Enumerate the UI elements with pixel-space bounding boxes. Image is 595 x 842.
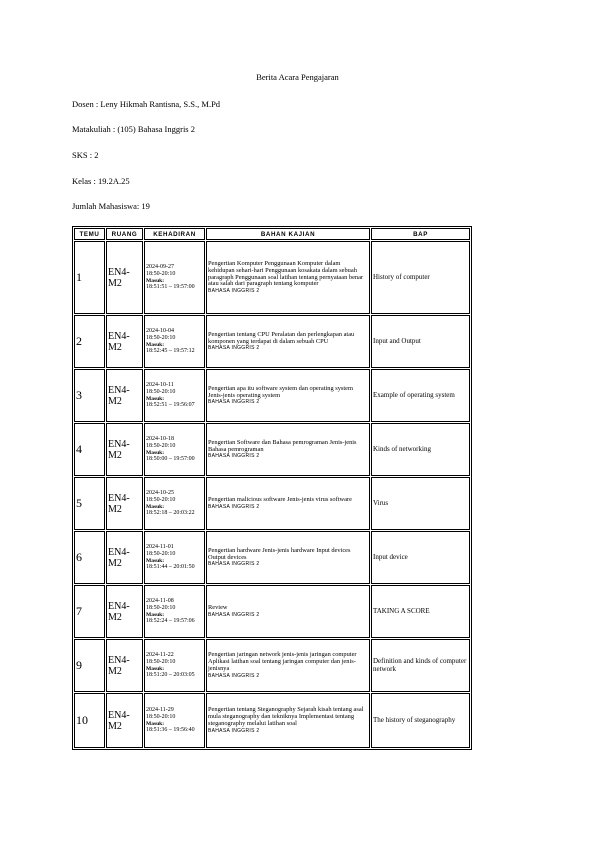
material-text: Pengertian tentang Steganography Sejarah kisah tentang asal mula steganography dan tekniknya Implementasi tentang steganography melalui latihan soal <box>208 706 364 727</box>
table-row <box>74 315 470 368</box>
attendance-time: 18:52:18 – 20:03:22 <box>146 510 195 517</box>
session-date: 2024-11-22 <box>146 652 174 659</box>
table-row <box>74 241 470 314</box>
table-header-row <box>74 228 470 240</box>
session-date: 2024-10-04 <box>146 328 174 335</box>
material-text: Pengertian Komputer Penggunaan Komputer dalam kehidupan sehari-hari Penggunaan kosakata dalam sebuah paragraph Penggunaan soal latihan tentang pernyataan benar atau salah dari paragraph tentang komputer <box>208 259 364 288</box>
room-cell: EN4-M2 <box>106 531 143 584</box>
attendance-label: Masuk: <box>146 449 165 456</box>
header-bap: BAP <box>371 228 470 240</box>
header-temu: TEMU <box>74 228 105 240</box>
table-row <box>74 639 470 692</box>
attendance-label: Masuk: <box>146 720 165 727</box>
attendance-cell <box>144 423 205 476</box>
attendance-label: Masuk: <box>146 611 165 618</box>
attendance-time: 18:52:24 – 19:57:06 <box>146 618 195 625</box>
attendance-cell <box>144 531 205 584</box>
meeting-number: 6 <box>74 531 105 584</box>
bap-cell: Definition and kinds of computer network <box>371 639 470 692</box>
lecturer-info: Dosen : Leny Hikmah Rantisna, S.S., M.Pd <box>72 99 221 109</box>
bap-cell: Input and Output <box>371 315 470 368</box>
table-row <box>74 531 470 584</box>
attendance-time: 18:51:44 – 20:01:50 <box>146 564 195 571</box>
bap-cell: Kinds of networking <box>371 423 470 476</box>
course-tag: BAHASA INGGRIS 2 <box>208 611 260 618</box>
material-text: Review <box>208 604 228 612</box>
meeting-number: 10 <box>74 693 105 748</box>
room-cell: EN4-M2 <box>106 369 143 422</box>
course-tag: BAHASA INGGRIS 2 <box>208 399 260 406</box>
bap-cell: History of computer <box>371 241 470 314</box>
bap-cell: TAKING A SCORE <box>371 585 470 638</box>
material-text: Pengertian hardware Jenis-jenis hardware Input devices Output devices <box>208 546 351 561</box>
attendance-label: Masuk: <box>146 341 165 348</box>
material-text: Pengertian Software dan Bahasa pemrograman Jenis-jenis Bahasa pemrograman <box>208 438 357 453</box>
attendance-cell <box>144 693 205 748</box>
attendance-cell <box>144 369 205 422</box>
class-info: Kelas : 19.2A.25 <box>72 176 130 186</box>
room-cell: EN4-M2 <box>106 477 143 530</box>
table-row <box>74 585 470 638</box>
attendance-label: Masuk: <box>146 557 165 564</box>
attendance-time: 18:51:51 – 19:57:00 <box>146 284 195 291</box>
room-cell: EN4-M2 <box>106 423 143 476</box>
session-date: 2024-10-25 <box>146 490 174 497</box>
session-time: 18:50-20:10 <box>146 604 176 611</box>
table-body <box>74 241 470 748</box>
meeting-number: 1 <box>74 241 105 314</box>
meeting-number: 5 <box>74 477 105 530</box>
attendance-cell <box>144 315 205 368</box>
student-count-info: Jumlah Mahasiswa: 19 <box>72 201 150 211</box>
course-tag: BAHASA INGGRIS 2 <box>208 345 260 352</box>
session-date: 2024-11-08 <box>146 598 174 605</box>
session-time: 18:50-20:10 <box>146 270 176 277</box>
attendance-time: 18:50:00 – 19:57:00 <box>146 456 195 463</box>
meeting-number: 2 <box>74 315 105 368</box>
session-time: 18:50-20:10 <box>146 658 176 665</box>
material-cell <box>206 585 370 638</box>
attendance-time: 18:52:51 – 19:56:07 <box>146 402 195 409</box>
material-text: Pengertian jaringan network jenis-jenis jaringan computer Aplikasi latihan soal tentang jaringan computer dan jenis-jenisnya <box>208 651 357 672</box>
attendance-time: 18:51:20 – 20:03:05 <box>146 672 195 679</box>
course-tag: BAHASA INGGRIS 2 <box>208 503 260 510</box>
meeting-number: 4 <box>74 423 105 476</box>
room-cell: EN4-M2 <box>106 693 143 748</box>
table-row <box>74 423 470 476</box>
bap-cell: Example of operating system <box>371 369 470 422</box>
session-date: 2024-11-01 <box>146 544 174 551</box>
session-date: 2024-10-11 <box>146 382 174 389</box>
bap-cell: The history of steganography <box>371 693 470 748</box>
header-bahan-kajian: BAHAN KAJIAN <box>206 228 370 240</box>
table-row <box>74 477 470 530</box>
session-time: 18:50-20:10 <box>146 496 176 503</box>
material-cell <box>206 241 370 314</box>
session-date: 2024-11-29 <box>146 707 174 714</box>
course-tag: BAHASA INGGRIS 2 <box>208 727 260 734</box>
session-date: 2024-10-18 <box>146 436 174 443</box>
session-time: 18:50-20:10 <box>146 334 176 341</box>
material-text: Pengertian apa itu software system dan operating system Jenis-jenis operating system <box>208 384 353 399</box>
meeting-number: 3 <box>74 369 105 422</box>
course-tag: BAHASA INGGRIS 2 <box>208 453 260 460</box>
header-kehadiran: KEHADIRAN <box>144 228 205 240</box>
room-cell: EN4-M2 <box>106 585 143 638</box>
attendance-cell <box>144 241 205 314</box>
header-ruang: RUANG <box>106 228 143 240</box>
material-cell <box>206 639 370 692</box>
bap-cell: Input device <box>371 531 470 584</box>
attendance-time: 18:51:36 – 19:56:40 <box>146 727 195 734</box>
meeting-number: 9 <box>74 639 105 692</box>
session-date: 2024-09-27 <box>146 264 174 271</box>
material-text: Pengertian malicious software Jenis-jenis virus software <box>208 496 352 504</box>
credits-info: SKS : 2 <box>72 150 99 160</box>
attendance-label: Masuk: <box>146 277 165 284</box>
material-cell <box>206 477 370 530</box>
session-time: 18:50-20:10 <box>146 442 176 449</box>
room-cell: EN4-M2 <box>106 241 143 314</box>
room-cell: EN4-M2 <box>106 639 143 692</box>
table-row <box>74 693 470 748</box>
attendance-cell <box>144 585 205 638</box>
session-time: 18:50-20:10 <box>146 388 176 395</box>
course-info: Matakuliah : (105) Bahasa Inggris 2 <box>72 124 195 134</box>
attendance-label: Masuk: <box>146 395 165 402</box>
session-time: 18:50-20:10 <box>146 713 176 720</box>
meeting-number: 7 <box>74 585 105 638</box>
course-tag: BAHASA INGGRIS 2 <box>208 288 260 295</box>
material-cell <box>206 315 370 368</box>
attendance-label: Masuk: <box>146 665 165 672</box>
attendance-cell <box>144 639 205 692</box>
material-cell <box>206 423 370 476</box>
teaching-report-table <box>72 226 472 750</box>
attendance-cell <box>144 477 205 530</box>
room-cell: EN4-M2 <box>106 315 143 368</box>
course-tag: BAHASA INGGRIS 2 <box>208 672 260 679</box>
table-row <box>74 369 470 422</box>
bap-cell: Virus <box>371 477 470 530</box>
material-cell <box>206 531 370 584</box>
material-text: Pengertian tentang CPU Peralatan dan perlengkapan atau komponen yang terdapat di dalam sebuah CPU <box>208 330 355 345</box>
attendance-label: Masuk: <box>146 503 165 510</box>
page-title: Berita Acara Pengajaran <box>256 72 339 82</box>
material-cell <box>206 693 370 748</box>
material-cell <box>206 369 370 422</box>
attendance-time: 18:52:45 – 19:57:12 <box>146 348 195 355</box>
course-tag: BAHASA INGGRIS 2 <box>208 561 260 568</box>
session-time: 18:50-20:10 <box>146 550 176 557</box>
